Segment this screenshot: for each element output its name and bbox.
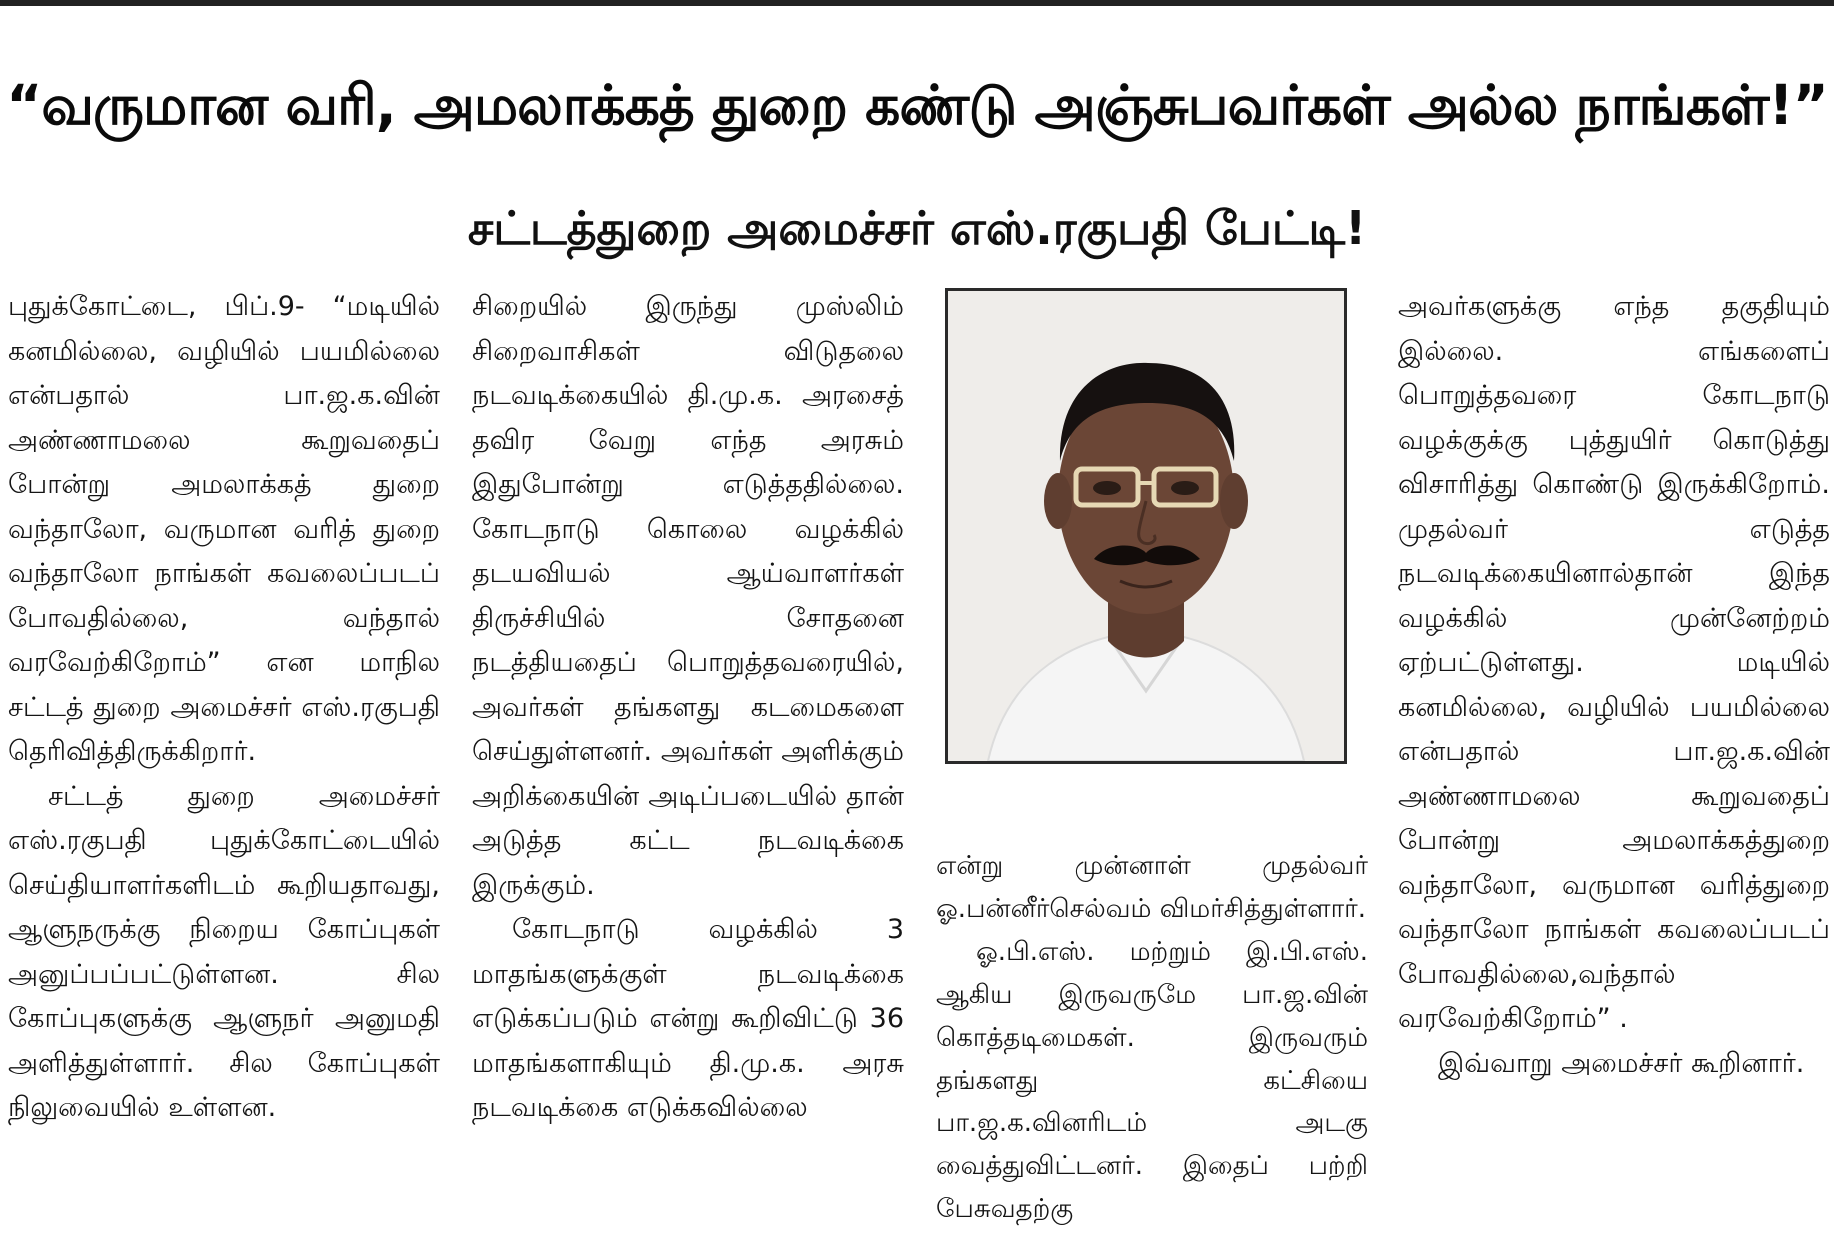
minister-photo [945,288,1347,764]
article-column-3 [936,845,1368,1235]
article-column-2 [472,285,904,1235]
column-3-paragraph-2: ஓ.பி.எஸ். மற்றும் இ.பி.எஸ். ஆகிய இருவருமே பா.ஜ.வின் கொத்தடிமைகள். இருவரும் தங்களது கட்சியை பா.ஜ.க.வினரிடம் அடகு வைத்துவிட்டனர். இதைப் பற்றி பேசுவதற்கு [936,936,1368,1225]
headline: “வருமான வரி, அமலாக்கத் துறை கண்டு அஞ்சுபவர்கள் அல்ல நாங்கள்!” [6,73,1828,137]
top-border-rule [0,0,1834,6]
article-column-1 [8,285,440,1235]
column-1-paragraph-1: புதுக்கோட்டை, பிப்.9- “மடியில் கனமில்லை, வழியில் பயமில்லை என்பதால் பா.ஜ.க.வின் அண்ணாமலை கூறுவதைப் போன்று அமலாக்கத் துறை வந்தாலோ, வருமான வரித் துறை வந்தாலோ நாங்கள் கவலைப்படப் போவதில்லை, வந்தால் வரவேற்கிறோம்” என மாநில சட்டத் துறை அமைச்சர் எஸ்.ரகுபதி தெரிவித்திருக்கிறார். [8,291,440,767]
subheadline: சட்டத்துறை அமைச்சர் எஸ்.ரகுபதி பேட்டி! [467,201,1367,255]
column-4-paragraph-1: அவர்களுக்கு எந்த தகுதியும் இல்லை. எங்களைப் பொறுத்தவரை கோடநாடு வழக்குக்கு புத்துயிர் கொடுத்து விசாரித்து கொண்டு இருக்கிறோம். முதல்வர் எடுத்த நடவடிக்கையினால்தான் இந்த வழக்கில் முன்னேற்றம் ஏற்பட்டுள்ளது. மடியில் கனமில்லை, வழியில் பயமில்லை என்பதால் பா.ஜ.க.வின் அண்ணாமலை கூறுவதைப் போன்று அமலாக்கத்துறை வந்தாலோ, வருமான வரித்துறை வந்தாலோ நாங்கள் கவலைப்படப் போவதில்லை,வந்தால் வரவேற்கிறோம்” . [1398,291,1830,1034]
article-column-4 [1398,285,1830,1235]
column-3-paragraph-1: என்று முன்னாள் முதல்வர் ஓ.பன்னீர்செல்வம் விமர்சித்துள்ளார். [936,851,1368,924]
column-1-paragraph-2: சட்டத் துறை அமைச்சர் எஸ்.ரகுபதி புதுக்கோட்டையில் செய்தியாளர்களிடம் கூறியதாவது, ஆளுநருக்கு நிறைய கோப்புகள் அனுப்பப்பட்டுள்ளன. சில கோப்புகளுக்கு ஆளுநர் அனுமதி அளித்துள்ளார். சில கோப்புகள் நிலுவையில் உள்ளன. [8,780,440,1123]
column-4-paragraph-2: இவ்வாறு அமைச்சர் கூறினார். [1438,1047,1805,1079]
column-2-paragraph-2: கோடநாடு வழக்கில் 3 மாதங்களுக்குள் நடவடிக்கை எடுக்கப்படும் என்று கூறிவிட்டு 36 மாதங்களாகியும் தி.மு.க. அரசு நடவடிக்கை எடுக்கவில்லை [472,914,904,1123]
column-2-paragraph-1: சிறையில் இருந்து முஸ்லிம் சிறைவாசிகள் விடுதலை நடவடிக்கையில் தி.மு.க. அரசைத் தவிர வேறு எந்த அரசும் இதுபோன்று எடுத்ததில்லை. கோடநாடு கொலை வழக்கில் தடயவியல் ஆய்வாளர்கள் திருச்சியில் சோதனை நடத்தியதைப் பொறுத்தவரையில், அவர்கள் தங்களது கடமைகளை செய்துள்ளனர். அவர்கள் அளிக்கும் அறிக்கையின் அடிப்படையில் தான் அடுத்த கட்ட நடவடிக்கை இருக்கும். [472,291,904,901]
minister-portrait-image [948,291,1344,761]
